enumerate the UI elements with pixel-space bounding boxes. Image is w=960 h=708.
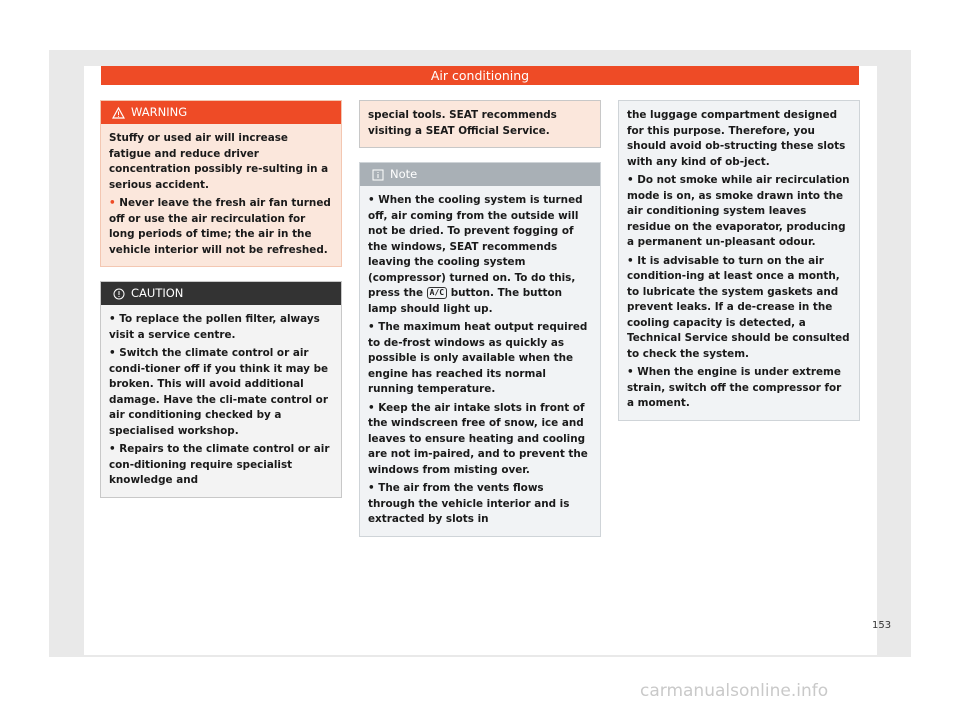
warning-item: • Never leave the fresh air fan turned off or use the air recirculation for long periods of time; the air in the vehicle interior will not be refreshed.: [109, 197, 331, 256]
column-2: [359, 100, 601, 537]
note-continued-intro: the luggage compartment designed for this purpose. Therefore, you should avoid ob-structing these slots with any kind of ob-ject.: [627, 109, 846, 168]
column-1: [100, 100, 342, 498]
caution-item: • Switch the climate control or air condi-tioner off if you think it may be broken. This will avoid additional damage. Have the cli-mate control or air conditioning checked by a specialised workshop.: [109, 347, 329, 437]
note-label: Note: [390, 167, 418, 181]
caution-continued-text: special tools. SEAT recommends visiting a SEAT Official Service.: [368, 109, 557, 137]
note-header: [360, 163, 600, 186]
ac-button-icon: A/C: [427, 287, 447, 299]
caution-item: • To replace the pollen filter, always visit a service centre.: [109, 313, 320, 341]
note-box: [359, 162, 601, 537]
caution-item: • Repairs to the climate control or air con-ditioning require specialist knowledge and: [109, 443, 330, 486]
warning-label: WARNING: [131, 105, 188, 119]
note-info-icon: [371, 168, 384, 181]
warning-intro: Stuffy or used air will increase fatigue and reduce driver concentration possibly re-sulting in a serious accident.: [109, 132, 329, 191]
page-number: 153: [872, 620, 892, 631]
note-item: • The air from the vents flows through the vehicle interior and is extracted by slots in: [368, 482, 570, 525]
column-3: [618, 100, 860, 421]
note-item: • When the cooling system is turned off, air coming from the outside will not be dried. To prevent fogging of the windows, SEAT recommends leaving the cooling system (compressor) turned on. To do this, press the A/C button. The button lamp should light up.: [368, 194, 583, 315]
watermark: carmanualsonline.info: [640, 681, 829, 701]
caution-continued-box: [359, 100, 601, 148]
warning-box: [100, 100, 342, 267]
caution-label: CAUTION: [131, 286, 184, 300]
note-item: • Keep the air intake slots in front of the windscreen free of snow, ice and leaves to ensure heating and cooling are not im-paired, and to prevent the windows from misting over.: [368, 401, 588, 476]
warning-header: [101, 101, 341, 124]
info-circle-icon: [112, 287, 125, 300]
caution-header: [101, 282, 341, 305]
note-item: • When the engine is under extreme strain, switch off the compressor for a moment.: [627, 366, 842, 409]
note-continued-box: [618, 100, 860, 421]
note-item: • It is advisable to turn on the air condition-ing at least once a month, to lubricate the system gaskets and prevent leaks. If a de-crease in the cooling capacity is detected, a Technical Service should be consulted to check the system.: [627, 254, 850, 360]
note-item: • Do not smoke while air recirculation mode is on, as smoke drawn into the air conditioning system leaves residue on the evaporator, producing a permanent un-pleasant odour.: [627, 174, 850, 248]
bullet-icon: •: [109, 197, 116, 209]
warning-triangle-icon: [112, 106, 125, 119]
note-item: • The maximum heat output required to de-frost windows as quickly as possible is only available when the engine has reached its normal running temperature.: [368, 321, 588, 395]
section-header: Air conditioning: [101, 66, 859, 85]
caution-box: [100, 281, 342, 498]
